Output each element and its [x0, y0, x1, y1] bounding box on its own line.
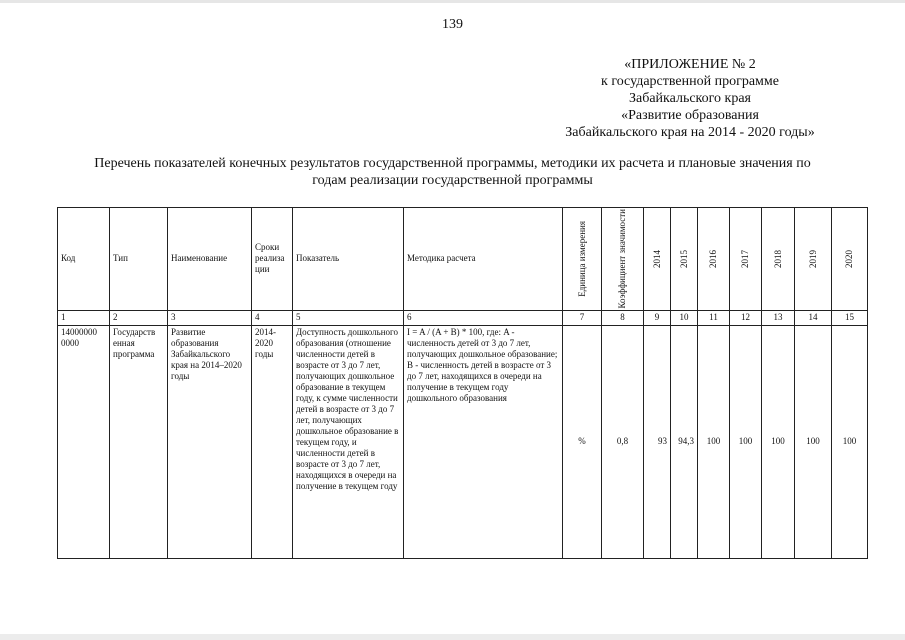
header-2020: 2020 — [844, 249, 854, 268]
column-number-row — [58, 310, 868, 325]
cell-method: I = A / (A + B) * 100, где: A - численность детей от 3 до 7 лет, получающих дошкольное образование; B - численность детей в возрасте от 3 до 7 лет, находящихся в очереди на получение в текущем году дошкольного образования — [404, 325, 563, 558]
header-code: Код — [58, 208, 110, 311]
cell-coef: 0,8 — [602, 325, 644, 558]
cell-unit: % — [563, 325, 602, 558]
cell-code: 14000000 0000 — [58, 325, 110, 558]
cell-period: 2014-2020 годы — [252, 325, 293, 558]
column-number: 7 — [563, 310, 602, 325]
appendix-heading — [525, 56, 855, 141]
header-2019: 2019 — [807, 249, 818, 268]
column-number: 13 — [762, 310, 795, 325]
cell-2014: 93 — [644, 325, 671, 558]
header-unit-cell — [563, 208, 602, 311]
cell-2020: 100 — [832, 325, 868, 558]
column-number: 4 — [252, 310, 293, 325]
page-edge-bottom — [0, 634, 905, 640]
header-period: Сроки реализа ции — [252, 208, 293, 311]
page-number: 139 — [442, 17, 463, 32]
header-2020-cell — [832, 208, 868, 311]
header-unit: Единица измерения — [576, 220, 587, 297]
document-title — [40, 155, 865, 189]
table-header-row — [58, 208, 868, 311]
table-row — [58, 325, 868, 558]
column-number: 10 — [671, 310, 698, 325]
header-name: Наименование — [168, 208, 252, 311]
header-coef-cell — [602, 208, 644, 311]
header-2018-cell — [762, 208, 795, 311]
cell-type: Государств енная программа — [110, 325, 168, 558]
header-2017-cell — [730, 208, 762, 311]
header-coef: Коэффициент значимости — [617, 209, 627, 309]
document-title-line-1: Перечень показателей конечных результатов государственной программы, методики их расчета и плановые значения по — [94, 156, 811, 171]
column-number: 11 — [698, 310, 730, 325]
header-2018: 2018 — [772, 249, 783, 268]
column-number: 15 — [832, 310, 868, 325]
column-number: 12 — [730, 310, 762, 325]
column-number: 14 — [795, 310, 832, 325]
appendix-line-3: Забайкальского края — [628, 91, 751, 106]
header-2014-cell — [644, 208, 671, 311]
appendix-line-4: «Развитие образования — [621, 108, 759, 123]
header-type: Тип — [110, 208, 168, 311]
header-2016-cell — [698, 208, 730, 311]
header-2016: 2016 — [708, 249, 718, 268]
cell-indicator: Доступность дошкольного образования (отношение численности детей в возрасте от 3 до 7 лет, получающих дошкольное образование в текущем году, к сумме численности детей в возрасте от 3 до 7 лет, получающих дошкольное образование в текущем году, и численности детей в возрасте от 3 до 7 лет, находящихся в очереди на получение в текущем году — [293, 325, 404, 558]
appendix-line-5: Забайкальского края на 2014 - 2020 годы» — [565, 125, 815, 140]
appendix-line-2: к государственной программе — [601, 74, 779, 89]
cell-2019: 100 — [795, 325, 832, 558]
cell-2018: 100 — [762, 325, 795, 558]
page-edge-top — [0, 0, 905, 3]
document-title-line-2: годам реализации государственной программы — [312, 173, 593, 188]
header-2015: 2015 — [678, 249, 689, 268]
column-number: 8 — [602, 310, 644, 325]
cell-name: Развитие образования Забайкальского края на 2014–2020 годы — [168, 325, 252, 558]
cell-2017: 100 — [730, 325, 762, 558]
header-2019-cell — [795, 208, 832, 311]
header-method: Методика расчета — [404, 208, 563, 311]
header-indicator: Показатель — [293, 208, 404, 311]
column-number: 9 — [644, 310, 671, 325]
appendix-line-1: «ПРИЛОЖЕНИЕ № 2 — [624, 57, 756, 72]
column-number: 1 — [58, 310, 110, 325]
header-2015-cell — [671, 208, 698, 311]
header-2017: 2017 — [740, 249, 750, 268]
column-number: 6 — [404, 310, 563, 325]
column-number: 3 — [168, 310, 252, 325]
header-2014: 2014 — [651, 249, 662, 268]
cell-2015: 94,3 — [671, 325, 698, 558]
indicators-table — [57, 207, 868, 559]
column-number: 2 — [110, 310, 168, 325]
cell-2016: 100 — [698, 325, 730, 558]
column-number: 5 — [293, 310, 404, 325]
